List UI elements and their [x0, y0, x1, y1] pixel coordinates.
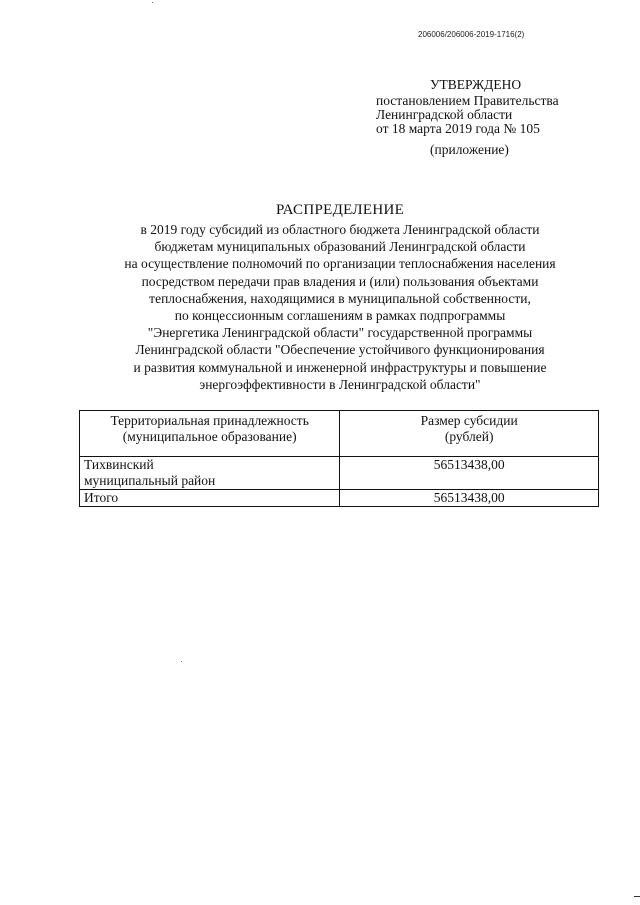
description-line: по концессионным соглашениям в рамках подпрограммы: [174, 308, 506, 324]
approval-note: (приложение): [430, 142, 509, 157]
total-label-cell: [80, 490, 340, 507]
total-label: Итого: [84, 490, 119, 505]
scan-speck: [152, 2, 153, 3]
description-line: Ленинградской области "Обеспечение устойчивого функционирования: [135, 342, 545, 358]
description-line: в 2019 году субсидий из областного бюджета Ленинградской области: [140, 222, 540, 237]
description-line: на осуществление полномочий по организации теплоснабжения населения: [124, 256, 556, 272]
header-amount: [340, 411, 599, 457]
header-text: (муниципальное образование): [122, 429, 297, 444]
table-row: [80, 457, 599, 490]
scan-speck: [181, 661, 182, 662]
header-text: Размер субсидии: [420, 413, 518, 428]
territory-text: Тихвинский: [84, 457, 154, 472]
document-description: [0, 221, 640, 393]
approval-title: УТВЕРЖДЕНО: [430, 77, 522, 92]
scan-edge-mark: [634, 896, 640, 897]
approval-stamp: [376, 78, 559, 157]
header-text: Территориальная принадлежность: [110, 413, 309, 428]
header-territory: [80, 411, 340, 457]
document-title: РАСПРЕДЕЛЕНИЕ: [275, 202, 405, 218]
table-row-total: [80, 490, 599, 507]
territory-cell: [80, 457, 340, 490]
description-line: энергоэффективности в Ленинградской области": [199, 376, 481, 392]
territory-text: муниципальный район: [84, 473, 216, 488]
description-line: и развития коммунальной и инженерной инфраструктуры и повышение: [133, 359, 547, 375]
header-text: (рублей): [444, 429, 494, 444]
description-line: "Энергетика Ленинградской области" государственной программы: [147, 325, 533, 341]
description-line: бюджетам муниципальных образований Ленинградской области: [154, 239, 526, 255]
description-line: посредством передачи прав владения и (или) пользования объектами: [141, 273, 539, 289]
subsidy-table: [79, 410, 599, 507]
approval-line: от 18 марта 2019 года № 105: [376, 121, 540, 136]
total-amount-cell: 56513438,00: [340, 490, 599, 507]
approval-line: постановлением Правительства: [376, 93, 559, 108]
approval-line: Ленинградской области: [376, 107, 513, 122]
amount-cell: 56513438,00: [340, 457, 599, 490]
description-line: теплоснабжения, находящимися в муниципальной собственности,: [149, 290, 531, 306]
table-header-row: [80, 411, 599, 457]
document-id: 206006/206006-2019-1716(2): [418, 30, 525, 39]
